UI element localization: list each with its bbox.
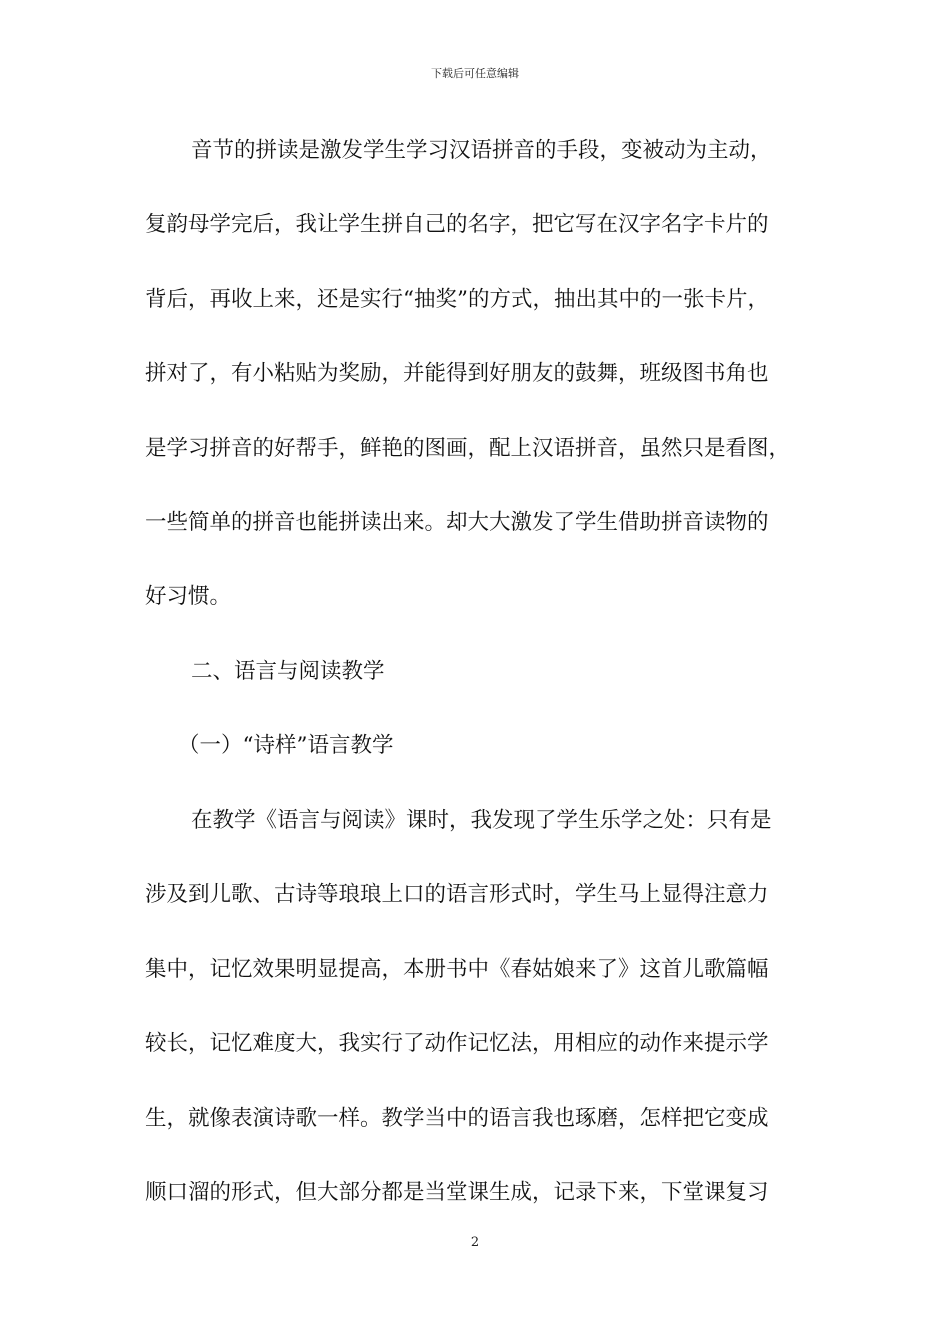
paragraph-line: 生，就像表演诗歌一样。教学当中的语言我也琢磨，怎样把它变成 [145, 1106, 769, 1131]
paragraph-line: 一些简单的拼音也能拼读出来。却大大激发了学生借助拼音读物的 [145, 510, 769, 535]
paragraph-line: 较长，记忆难度大，我实行了动作记忆法，用相应的动作来提示学 [145, 1031, 769, 1056]
section-heading: 二、语言与阅读教学 [191, 659, 385, 684]
paragraph-line: 背后，再收上来，还是实行“抽奖”的方式，抽出其中的一张卡片， [145, 287, 769, 312]
paragraph-line: 拼对了，有小粘贴为奖励，并能得到好朋友的鼓舞，班级图书角也 [145, 361, 769, 386]
paragraph-line: 是学习拼音的好帮手，鲜艳的图画，配上汉语拼音，虽然只是看图， [145, 436, 791, 461]
paragraph-line: 集中，记忆效果明显提高，本册书中《春姑娘来了》这首儿歌篇幅 [145, 957, 769, 982]
paragraph-line: 在教学《语言与阅读》课时，我发现了学生乐学之处：只有是 [191, 808, 772, 833]
paragraph-line: 复韵母学完后，我让学生拼自己的名字，把它写在汉字名字卡片的 [145, 212, 769, 237]
paragraph-line: 好习惯。 [145, 584, 232, 609]
subsection-heading: （一）“诗样”语言教学 [178, 733, 394, 758]
page-header: 下载后可任意编辑 [431, 67, 519, 80]
paragraph-line: 音节的拼读是激发学生学习汉语拼音的手段，变被动为主动， [191, 138, 772, 163]
page-number: 2 [470, 1235, 480, 1250]
paragraph-line: 顺口溜的形式，但大部分都是当堂课生成，记录下来，下堂课复习 [145, 1180, 769, 1205]
paragraph-line: 涉及到儿歌、古诗等琅琅上口的语言形式时，学生马上显得注意力 [145, 882, 769, 907]
